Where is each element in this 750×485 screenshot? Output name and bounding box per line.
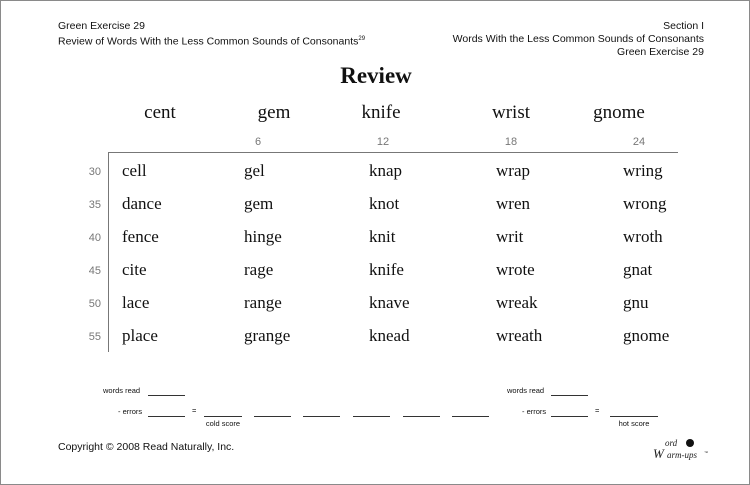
headword-gem: gem [257, 102, 291, 123]
exercise-description: Review of Words With the Less Common Sounds of Consonants$^{29}$ [58, 35, 366, 48]
hot-score-blank[interactable] [610, 416, 658, 417]
practice-score-blank[interactable] [452, 416, 489, 417]
hot-equals-sign: = [595, 406, 600, 415]
word-cell: wreak [496, 293, 538, 312]
header-left [58, 20, 365, 49]
row-number: 45 [88, 265, 101, 277]
cold-words-read-blank[interactable] [148, 395, 185, 396]
word-cell: fence [122, 227, 159, 246]
headword-cent: cent [144, 102, 176, 123]
cold-equals-sign: = [192, 406, 197, 415]
word-cell: wrong [623, 194, 667, 213]
word-cell: wreath [496, 326, 543, 345]
cold-score-label: cold score [205, 419, 241, 428]
headword-gnome: gnome [593, 102, 645, 123]
page-title: Review [340, 63, 412, 88]
column-count: 12 [376, 136, 390, 148]
word-cell: rage [244, 260, 274, 279]
word-cell: range [244, 293, 282, 312]
cold-errors-label: - errors [118, 407, 143, 416]
headword-knife: knife [361, 102, 401, 123]
word-cell: gel [244, 161, 265, 180]
headword-wrist: wrist [492, 102, 530, 123]
column-count: 6 [254, 136, 262, 148]
table-top-rule [108, 152, 678, 153]
column-count: 24 [632, 136, 646, 148]
practice-score-blank[interactable] [353, 416, 390, 417]
copyright-notice: Copyright © 2008 Read Naturally, Inc. [58, 441, 235, 453]
word-cell: grange [244, 326, 291, 345]
word-cell: knot [369, 194, 400, 213]
practice-score-blank[interactable] [254, 416, 291, 417]
hot-errors-label: - errors [522, 407, 547, 416]
word-cell: gem [244, 194, 274, 213]
cold-words-read-label: words read [103, 386, 141, 395]
cold-score-blank[interactable] [204, 416, 242, 417]
table-left-rule [108, 152, 109, 352]
exercise-label-right: Green Exercise 29 [617, 46, 704, 58]
row-number: 30 [88, 166, 101, 178]
word-cell: hinge [244, 227, 282, 246]
practice-score-blank[interactable] [303, 416, 340, 417]
word-warm-ups-logo [651, 436, 711, 464]
section-label: Section I [663, 20, 704, 32]
practice-score-blank[interactable] [403, 416, 440, 417]
word-cell: wring [623, 161, 663, 180]
header-right [453, 20, 704, 59]
word-cell: knave [369, 293, 410, 312]
column-count: 18 [504, 136, 518, 148]
row-number: 50 [88, 298, 101, 310]
row-number: 55 [88, 331, 101, 343]
hot-words-read-label: words read [507, 386, 545, 395]
svg-text:™: ™ [704, 450, 708, 455]
word-cell: gnome [623, 326, 670, 345]
word-cell: place [122, 326, 158, 345]
word-cell: wrote [496, 260, 535, 279]
section-description: Words With the Less Common Sounds of Consonants [452, 33, 704, 45]
word-cell: cite [122, 260, 147, 279]
svg-text:W: W [653, 446, 664, 461]
word-cell: writ [496, 227, 524, 246]
word-cell: wren [496, 194, 530, 213]
word-cell: cell [122, 161, 147, 180]
row-number: 40 [88, 232, 101, 244]
word-cell: dance [122, 194, 162, 213]
svg-text:ord: ord [665, 438, 678, 448]
word-cell: wrap [496, 161, 530, 180]
row-number: 35 [88, 199, 101, 211]
word-cell: knap [369, 161, 403, 180]
exercise-label: Green Exercise 29 [58, 20, 145, 32]
word-cell: knead [369, 326, 410, 345]
word-cell: gnat [623, 260, 653, 279]
word-cell: knife [369, 260, 404, 279]
word-cell: lace [122, 293, 150, 312]
svg-text:arm-ups: arm-ups [667, 450, 698, 460]
word-cell: gnu [623, 293, 649, 312]
hot-errors-blank[interactable] [551, 416, 588, 417]
hot-words-read-blank[interactable] [551, 395, 588, 396]
word-cell: wroth [623, 227, 663, 246]
hot-score-label: hot score [618, 419, 650, 428]
word-cell: knit [369, 227, 396, 246]
cold-errors-blank[interactable] [148, 416, 185, 417]
exercise-superscript: 29 [358, 36, 366, 42]
